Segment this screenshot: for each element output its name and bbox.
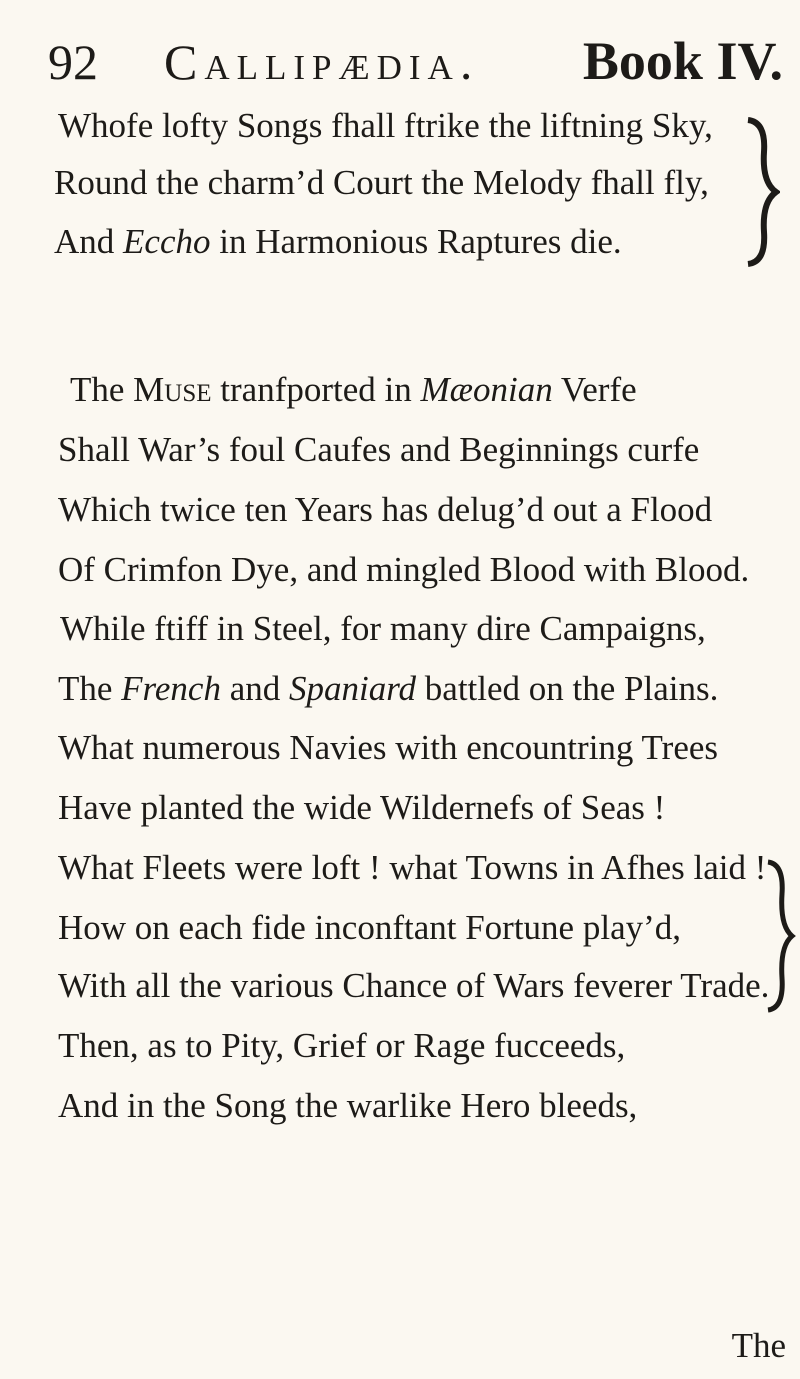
book-label: Book IV. (582, 31, 783, 91)
verse-line: While ftiff in Steel, for many dire Campaigns, (60, 609, 706, 648)
verse-line: Then, as to Pity, Grief or Rage fucceeds, (58, 1026, 626, 1065)
verse-line: Round the charm’d Court the Melody fhall fly, (54, 163, 709, 202)
triplet-brace (740, 112, 780, 272)
verse-line: The Muse tranfported in Mæonian Verfe (70, 370, 637, 409)
verse-line: Shall War’s foul Caufes and Beginnings curfe (58, 430, 700, 469)
verse-line: Which twice ten Years has delug’d out a Flood (58, 490, 713, 529)
verse-line: What Fleets were loft ! what Towns in Afhes laid ! (58, 848, 767, 887)
verse-line: The French and Spaniard battled on the Plains. (58, 669, 719, 708)
catchword: The (731, 1326, 786, 1365)
verse-line: Whofe lofty Songs fhall ftrike the liftning Sky, (58, 106, 713, 145)
verse-line: Of Crimfon Dye, and mingled Blood with Blood. (58, 550, 750, 589)
verse-line: How on each fide inconftant Fortune play’d, (58, 908, 682, 947)
page-header (48, 30, 783, 90)
running-title: Callipædia. (164, 34, 480, 90)
verse-line: What numerous Navies with encountring Trees (58, 728, 719, 767)
verse-line: Have planted the wide Wildernefs of Seas ! (58, 788, 666, 827)
triplet-brace (762, 854, 796, 1018)
verse-line: And in the Song the warlike Hero bleeds, (58, 1086, 638, 1125)
verse-line: And Eccho in Harmonious Raptures die. (54, 222, 622, 261)
verse-line: With all the various Chance of Wars feverer Trade. (58, 966, 770, 1005)
page-number: 92 (48, 34, 98, 90)
